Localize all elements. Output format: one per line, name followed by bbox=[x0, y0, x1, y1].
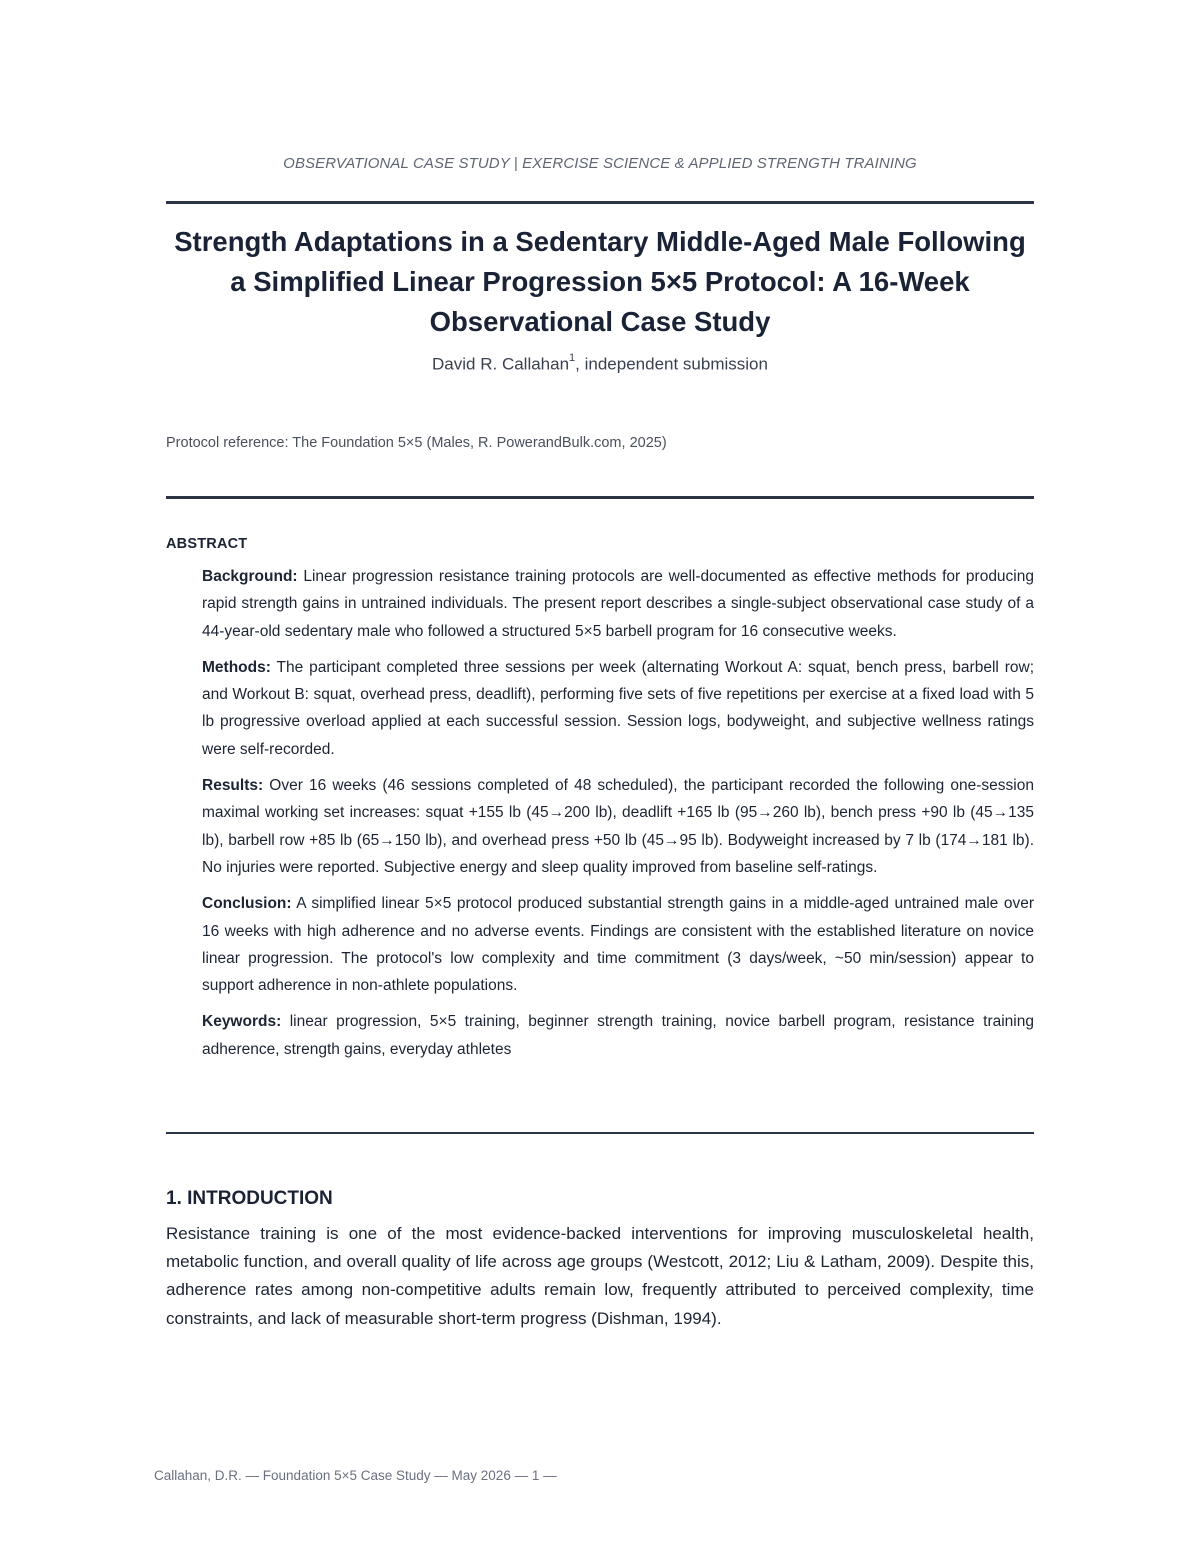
background-label: Background: bbox=[202, 568, 298, 585]
introduction-paragraph: Resistance training is one of the most evidence-backed interventions for improving musculoskeletal health, metabolic function, and overall quality of life across age groups (Westcott, 2012; Liu & Latham, 2009). Despite this, adherence rates among non-competitive adults remain low, frequently attributed to perceived complexity, time constraints, and lack of measurable short-term progress (Dishman, 1994). bbox=[166, 1224, 1034, 1328]
page-footer: Callahan, D.R. — Foundation 5×5 Case Study — May 2026 — 1 — bbox=[154, 1468, 557, 1483]
methods-label: Methods: bbox=[202, 658, 271, 676]
author-name: David R. Callahan bbox=[432, 354, 570, 374]
keywords-label: Keywords: bbox=[202, 1013, 282, 1031]
protocol-reference: Protocol reference: The Foundation 5×5 (Males, R. PowerandBulk.com, 2025) bbox=[166, 435, 667, 451]
abstract-heading: ABSTRACT bbox=[166, 536, 248, 552]
conclusion-text: A simplified linear 5×5 protocol produced substantial strength gains in a middle-aged untrained male over 16 weeks with high adherence and no adverse events. Findings are consistent with the established literature on novice linear progression. The protocol's low complexity and time commitment (3 days/week, ~50 min/session) appear to support adherence in non-athlete populations. bbox=[202, 895, 1034, 995]
section-heading-introduction: 1. INTRODUCTION bbox=[166, 1188, 333, 1209]
abstract-body bbox=[202, 563, 1034, 1072]
keywords-text: linear progression, 5×5 training, beginner strength training, novice barbell program, resistance training adherence, strength gains, everyday athletes bbox=[202, 1013, 1034, 1058]
abstract-divider bbox=[166, 1132, 1034, 1134]
abstract-keywords bbox=[202, 1008, 1034, 1063]
author-affiliation: , independent submission bbox=[575, 354, 768, 374]
abstract-background bbox=[202, 563, 1034, 645]
author-superscript: 1 bbox=[569, 352, 576, 364]
author-line bbox=[166, 354, 1034, 375]
methods-text: The participant completed three sessions per week (alternating Workout A: squat, bench press, barbell row; and Workout B: squat, overhead press, deadlift), performing five sets of five repetitions per exercise at a fixed load with 5 lb progressive overload applied at each successful session. Session logs, bodyweight, and subjective wellness ratings were self-recorded. bbox=[202, 658, 1034, 758]
running-header: OBSERVATIONAL CASE STUDY | EXERCISE SCIENCE & APPLIED STRENGTH TRAINING bbox=[283, 155, 917, 172]
abstract-conclusion bbox=[202, 890, 1034, 999]
conclusion-label: Conclusion: bbox=[202, 895, 292, 913]
title-block-divider bbox=[166, 496, 1034, 499]
header-divider bbox=[166, 201, 1034, 204]
results-text: Over 16 weeks (46 sessions completed of 48 scheduled), the participant recorded the following one-session maximal working set increases: squat +155 lb (45→200 lb), deadlift +165 lb (95→260 lb), bench press +90 lb (45→135 lb), barbell row +85 lb (65→150 lb), and overhead press +50 lb (45→95 lb). Bodyweight increased by 7 lb (174→181 lb). No injuries were reported. Subjective energy and sleep quality improved from baseline self-ratings. bbox=[202, 777, 1034, 876]
background-text: Linear progression resistance training protocols are well-documented as effective methods for producing rapid strength gains in untrained individuals. The present report describes a single-subject observational case study of a 44-year-old sedentary male who followed a structured 5×5 barbell program for 16 consecutive weeks. bbox=[202, 568, 1034, 640]
results-label: Results: bbox=[202, 777, 264, 795]
abstract-methods bbox=[202, 654, 1034, 763]
abstract-results bbox=[202, 772, 1034, 881]
paper-title: Strength Adaptations in a Sedentary Middle-Aged Male Following a Simplified Linear Progression 5×5 Protocol: A 16-Week Observational Case Study bbox=[174, 226, 1026, 337]
